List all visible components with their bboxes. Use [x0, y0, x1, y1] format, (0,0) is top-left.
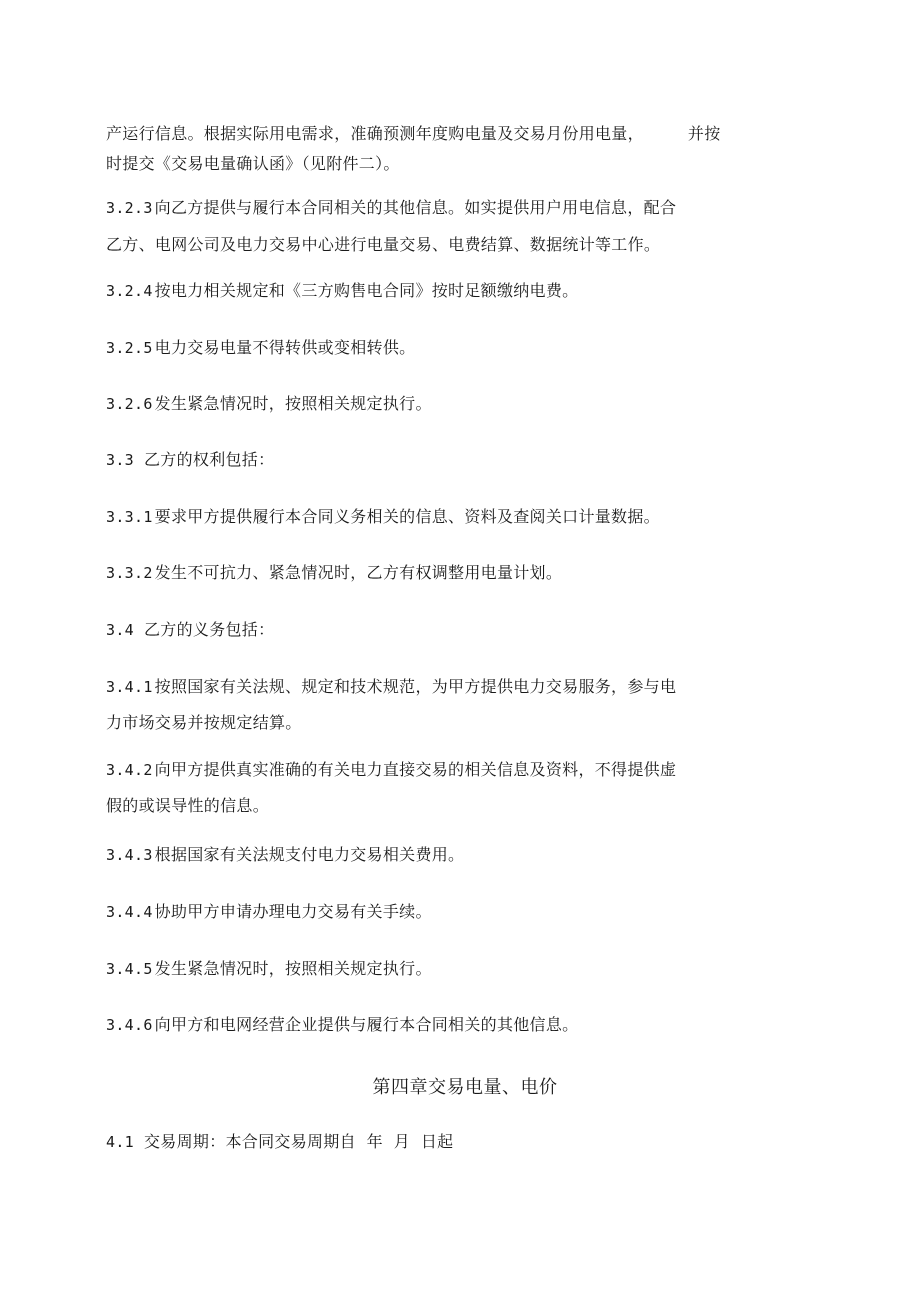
clause-number: 3.4.1 — [106, 678, 153, 696]
line-text: 力市场交易并按规定结算。 — [106, 713, 302, 732]
clause-3-4-6 — [106, 1015, 578, 1035]
clause-text: 按照国家有关法规、规定和技术规范，为甲方提供电力交易服务，参与电 — [154, 677, 677, 696]
clause-number: 3.4.4 — [106, 903, 153, 921]
clause-number: 4.1 — [106, 1133, 134, 1151]
clause-4-1 — [106, 1132, 453, 1152]
clause-3-4-2 — [106, 760, 676, 780]
clause-text: 发生紧急情况时，按照相关规定执行。 — [154, 394, 432, 413]
clause-text: 向乙方提供与履行本合同相关的其他信息。如实提供用户用电信息，配合 — [154, 198, 677, 217]
section-3-4 — [106, 620, 274, 640]
clause-number: 3.4.2 — [106, 761, 153, 779]
clause-3-4-5 — [106, 959, 432, 979]
clause-3-4-4 — [106, 902, 432, 922]
clause-3-4-1 — [106, 677, 676, 697]
clause-text: 协助甲方申请办理电力交易有关手续。 — [154, 902, 432, 921]
clause-3-2-5 — [106, 338, 415, 358]
clause-text: 要求甲方提供履行本合同义务相关的信息、资料及查阅关口计量数据。 — [154, 507, 660, 526]
clause-text: 按电力相关规定和《三方购售电合同》按时足额缴纳电费。 — [154, 281, 579, 300]
clause-number: 3.3 — [106, 451, 134, 469]
clause-3-2-6 — [106, 394, 432, 414]
clause-number: 3.2.4 — [106, 282, 153, 300]
clause-text: 电力交易电量不得转供或变相转供。 — [154, 338, 416, 357]
clause-3-4-3 — [106, 845, 464, 865]
clause-3-3-1 — [106, 507, 660, 527]
clause-text: 向甲方提供真实准确的有关电力直接交易的相关信息及资料，不得提供虚 — [154, 760, 677, 779]
clause-number: 3.2.5 — [106, 339, 153, 357]
line-text: 乙方、电网公司及电力交易中心进行电量交易、电费结算、数据统计等工作。 — [106, 235, 661, 254]
line-text: 产运行信息。根据实际用电需求，准确预测年度购电量及交易月份用电量， — [106, 124, 644, 143]
clause-number: 3.2.6 — [106, 395, 153, 413]
clause-number: 3.4 — [106, 621, 134, 639]
clause-number: 3.4.3 — [106, 846, 153, 864]
clause-3-2-4 — [106, 281, 578, 301]
clause-text: 发生紧急情况时，按照相关规定执行。 — [154, 959, 432, 978]
clause-3-2-3 — [106, 198, 676, 218]
clause-number: 3.2.3 — [106, 199, 153, 217]
chapter-heading: 第四章交易电量、电价 — [372, 1077, 558, 1098]
clause-number: 3.3.2 — [106, 564, 153, 582]
clause-text: 根据国家有关法规支付电力交易相关费用。 — [154, 845, 465, 864]
clause-number: 3.4.5 — [106, 960, 153, 978]
clause-text: 乙方的权利包括： — [144, 450, 275, 469]
section-3-3 — [106, 450, 274, 470]
line-text-tail: 并按 — [687, 124, 721, 143]
clause-text: 乙方的义务包括： — [144, 620, 275, 639]
clause-text: 发生不可抗力、紧急情况时，乙方有权调整用电量计划。 — [154, 563, 563, 582]
paragraph-line — [106, 713, 302, 733]
line-text: 时提交《交易电量确认函》（见附件二）。 — [106, 154, 400, 173]
paragraph-line — [106, 796, 269, 816]
paragraph-line — [106, 154, 400, 174]
paragraph-line — [106, 235, 660, 255]
clause-number: 3.4.6 — [106, 1016, 153, 1034]
line-text: 假的或误导性的信息。 — [106, 796, 270, 815]
clause-text: 向甲方和电网经营企业提供与履行本合同相关的其他信息。 — [154, 1015, 579, 1034]
paragraph-line — [106, 124, 721, 144]
clause-text: 交易周期：本合同交易周期自 年 月 日起 — [144, 1132, 454, 1151]
clause-number: 3.3.1 — [106, 508, 153, 526]
clause-3-3-2 — [106, 563, 562, 583]
